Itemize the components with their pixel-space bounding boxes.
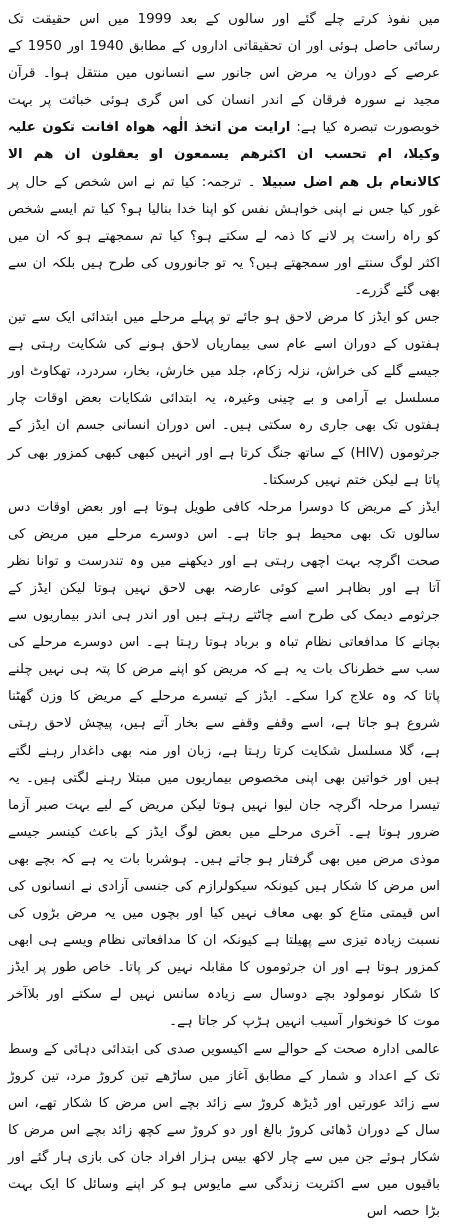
verse-translation: ۔ ترجمہ: کیا تم نے اس شخص کے حال پر غور کیا جس نے اپنی خواہش نفس کو اپنا خدا بنالیا ہو؟ کیا تم ایسے شخص کو راہ راست پر لانے کا ذمہ لے سکتے ہو؟ کیا تم سمجھتے ہو کہ ان میں اکثر لوگ سنتے اور سمجھتے ہیں؟ یہ تو جانوروں کی طرح ہیں بلکہ ان سے بھی گئے گزرے۔ <box>8 174 440 298</box>
arabic-verse: ارایت من اتخذ الٰھہ ھواہ افانت تکون علیہ وکیلا، ام تحسب ان اکثرھم یسمعون او یعقلون ان ھم الا کالانعام بل ھم اضل سبیلا <box>8 120 440 190</box>
paragraph-later-stages: ایڈز کے مریض کا دوسرا مرحلہ کافی طویل ہوتا ہے اور بعض اوقات دس سالوں تک بھی محیط ہو جاتا ہے۔ اس دوسرے مرحلے میں مریض کی صحت اگرچہ بہت اچھی رہتی ہے اور دیکھنے میں وہ تندرست و توانا نظر آتا ہے اور بظاہر اسے کوئی عارضہ بھی لاحق نہیں ہوتا لیکن ایڈز کے جرثومے دیمک کی طرح اسے چاٹتے رہتے ہیں اور اندر ہی اندر بیماریوں سے بچانے کا مدافعاتی نظام تباہ و برباد ہوتا رہتا ہے۔ اس دوسرے مرحلے کی سب سے خطرناک بات یہ ہے کہ مریض کو اپنے مرض کا پتہ ہی نہیں چلنے پاتا کہ وہ علاج کرا سکے۔ ایڈز کے تیسرے مرحلے کے مریض کا وزن گھٹنا شروع ہو جاتا ہے، اسے وقفے وقفے سے بخار آتے ہیں، پیچش لاحق رہتی ہے، گلا مسلسل شکایت کرتا رہتا ہے، زبان اور منہ بھی داغدار رہنے لگتے ہیں اور خواتین بھی اپنی مخصوص بیماریوں میں مبتلا رہنے لگتی ہیں۔ یہ تیسرا مرحلہ اگرچہ جان لیوا نہیں ہوتا لیکن مریض کے لیے بہت صبر آزما ضرور ہوتا ہے۔ آخری مرحلے میں بعض لوگ ایڈز کے باعث کینسر جیسے موذی مرض میں بھی گرفتار ہو جاتے ہیں۔ ہوشربا بات یہ ہے کہ بچے بھی اس مرض کا شکار ہیں کیونکہ سیکولرازم کی جنسی آزادی نے انسانوں کی اس قیمتی متاع کو بھی معاف نہیں کیا اور بچوں میں یہ مرض بڑوں کی نسبت زیادہ تیزی سے پھیلتا ہے کیونکہ ان کا مدافعاتی نظام ویسے ہی ابھی کمزور ہوتا ہے اور ان جرثوموں کا مقابلہ نہیں کر پاتا۔ خاص طور پر ایڈز کا شکار نومولود بچے دوسال سے زیادہ سانس نہیں لے سکتے اور بلاآخر موت کا خونخوار آسیب انہیں ہڑپ کر جاتا ہے۔ <box>8 499 440 1030</box>
paragraph-intro-text: میں نفوذ کرتے چلے گئے اور سالوں کے بعد 1999 میں اس حقیقت تک رسائی حاصل ہوئی اور ان تحقیقاتی اداروں کے مطابق 1940 اور 1950 کے عرصے کے دوران یہ مرض اس جانور سے انسانوں میں منتقل ہوا۔ قرآن مجید نے سورہ فرقان کے اندر انسان کی اس گری ہوئی خباثت پر بہت خوبصورت تبصرہ کیا ہے: <box>8 12 441 136</box>
paragraph-first-stage: جس کو ایڈز کا مرض لاحق ہو جائے تو پہلے مرحلے میں ابتدائی ایک سے تین ہفتوں کے دوران اسے عام سی بیماریاں لاحق ہونے کی شکایت رہتی ہے جیسے گلے کی خراش، نزلہ زکام، جلد میں خارش، بخار، سردرد، تھکاوٹ اور مسلسل بے آرامی و بے چینی وغیرہ، یہ ابتدائی شکایات بعض اوقات چار ہفتوں تک بھی جاری رہ سکتی ہیں۔ اس دوران انسانی جسم ان ایڈز کے جرثوموں (HIV) کے ساتھ جنگ کرتا ہے اور انہیں کبھی کبھی کمزور بھی کر پاتا ہے لیکن ختم نہیں کرسکتا۔ <box>8 310 440 488</box>
paragraph-who-statistics: عالمی ادارہ صحت کے حوالے سے اکیسویں صدی کی ابتدائی دہائی کے وسط تک کے اعداد و شمار کے مطابق آغاز میں ساڑھے تین کروڑ مرد، تین کروڑ سے زائد عورتیں اور ڈیڑھ کروڑ سے زائد بچے اس مرض کا شکار تھے، اس سال کے دوران ڈھائی کروڑ بالغ اور دو کروڑ سے کچھ زائد بچے اس مرض کا شکار ہوئے جن میں سے چار لاکھ بیس ہزار افراد جان کی بازی ہار گئے اور باقیوں میں سے اکثریت زندگی سے مایوس ہو کر اپنے وسائل کا ایک بہت بڑا حصہ اس <box>8 1041 440 1220</box>
paragraph-quran-commentary <box>8 6 440 304</box>
